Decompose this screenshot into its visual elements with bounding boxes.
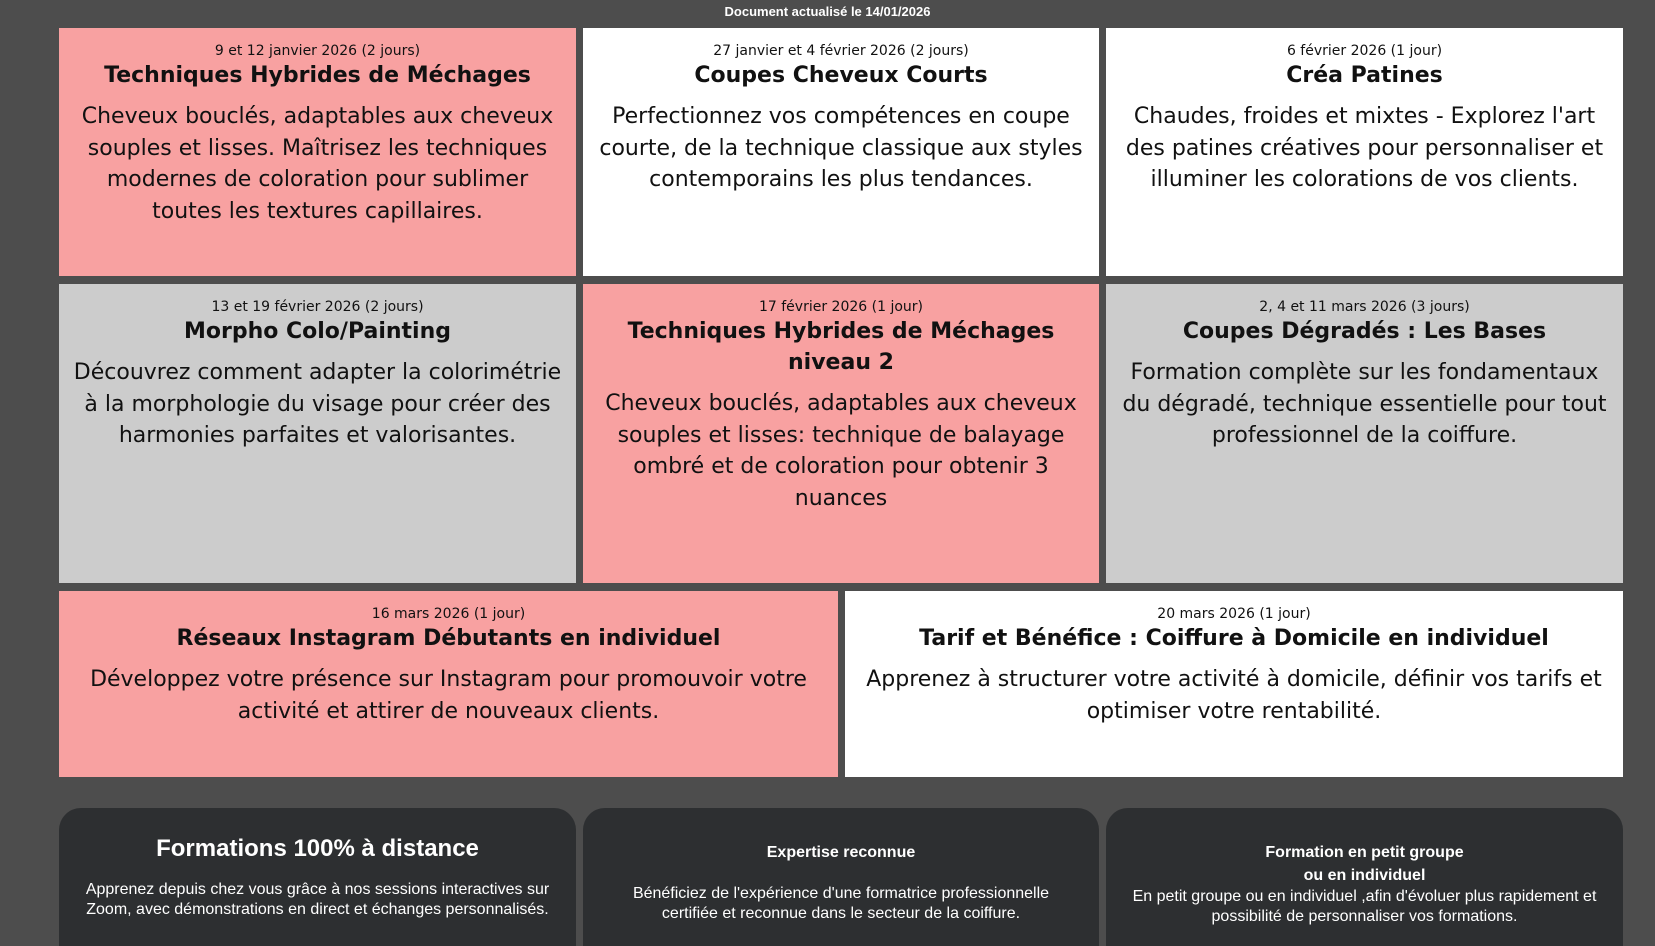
feature-small-group (1106, 808, 1623, 946)
course-description: Formation complète sur les fondamentaux du dégradé, technique essentielle pour tout professionnel de la coiffure. (1122, 360, 1607, 448)
course-title: Tarif et Bénéfice : Coiffure à Domicile en individuel (919, 626, 1549, 651)
document-update-note: Document actualisé le 14/01/2026 (724, 4, 931, 19)
course-card-morpho-colo (59, 284, 576, 583)
course-title: Réseaux Instagram Débutants en individuel (176, 626, 721, 651)
course-title: Coupes Cheveux Courts (694, 63, 988, 88)
feature-title: Formations 100% à distance (156, 835, 479, 862)
feature-recognized-expertise (583, 808, 1099, 946)
course-card-hybrid-highlights (59, 28, 576, 276)
feature-description: Apprenez depuis chez vous grâce à nos sessions interactives sur Zoom, avec démonstrations en direct et échanges personnalisés. (85, 881, 550, 918)
course-description: Développez votre présence sur Instagram pour promouvoir votre activité et attirer de nouveaux clients. (90, 667, 807, 724)
course-card-short-cuts (583, 28, 1099, 276)
course-title: Créa Patines (1286, 63, 1443, 88)
course-card-instagram (59, 591, 838, 777)
course-description: Cheveux bouclés, adaptables aux cheveux souples et lisses. Maîtrisez les techniques modernes de coloration pour sublimer toutes les textures capillaires. (81, 104, 554, 224)
course-card-home-hairdressing (845, 591, 1623, 777)
course-date: 9 et 12 janvier 2026 (2 jours) (214, 43, 421, 59)
course-date: 27 janvier et 4 février 2026 (2 jours) (713, 43, 969, 59)
course-date: 16 mars 2026 (1 jour) (371, 606, 526, 622)
feature-description: En petit groupe ou en individuel ,afin d'évoluer plus rapidement et possibilité de personnaliser vos formations. (1132, 888, 1597, 925)
course-card-crea-patines (1106, 28, 1623, 276)
course-description: Découvrez comment adapter la colorimétrie à la morphologie du visage pour créer des harmonies parfaites et valorisantes. (73, 360, 562, 448)
course-description: Apprenez à structurer votre activité à domicile, définir vos tarifs et optimiser votre rentabilité. (866, 667, 1602, 724)
course-date: 2, 4 et 11 mars 2026 (3 jours) (1259, 299, 1470, 315)
course-description: Chaudes, froides et mixtes - Explorez l'art des patines créatives pour personnaliser et illuminer les colorations de vos clients. (1125, 104, 1604, 192)
feature-title-line-1: Formation en petit groupe (1265, 844, 1464, 861)
course-date: 6 février 2026 (1 jour) (1286, 43, 1443, 59)
course-date: 20 mars 2026 (1 jour) (1157, 606, 1311, 622)
feature-description: Bénéficiez de l'expérience d'une formatrice professionnelle certifiée et reconnue dans le secteur de la coiffure. (632, 885, 1050, 922)
course-date: 13 et 19 février 2026 (2 jours) (211, 299, 424, 315)
feature-remote-training (59, 808, 576, 946)
course-card-hybrid-highlights-level-2 (583, 284, 1099, 583)
course-card-gradient-cuts (1106, 284, 1623, 583)
feature-title: Expertise reconnue (766, 844, 916, 861)
course-title: Coupes Dégradés : Les Bases (1182, 319, 1547, 344)
feature-title-line-2: ou en individuel (1303, 867, 1426, 884)
course-date: 17 février 2026 (1 jour) (758, 299, 923, 315)
course-title: Techniques Hybrides de Méchages niveau 2 (627, 319, 1055, 375)
course-title: Morpho Colo/Painting (183, 319, 452, 344)
course-title: Techniques Hybrides de Méchages (104, 63, 531, 88)
course-description: Perfectionnez vos compétences en coupe courte, de la technique classique aux styles contemporains les plus tendances. (599, 104, 1083, 192)
course-description: Cheveux bouclés, adaptables aux cheveux souples et lisses: technique de balayage ombré et de coloration pour obtenir 3 nuances (605, 391, 1077, 511)
